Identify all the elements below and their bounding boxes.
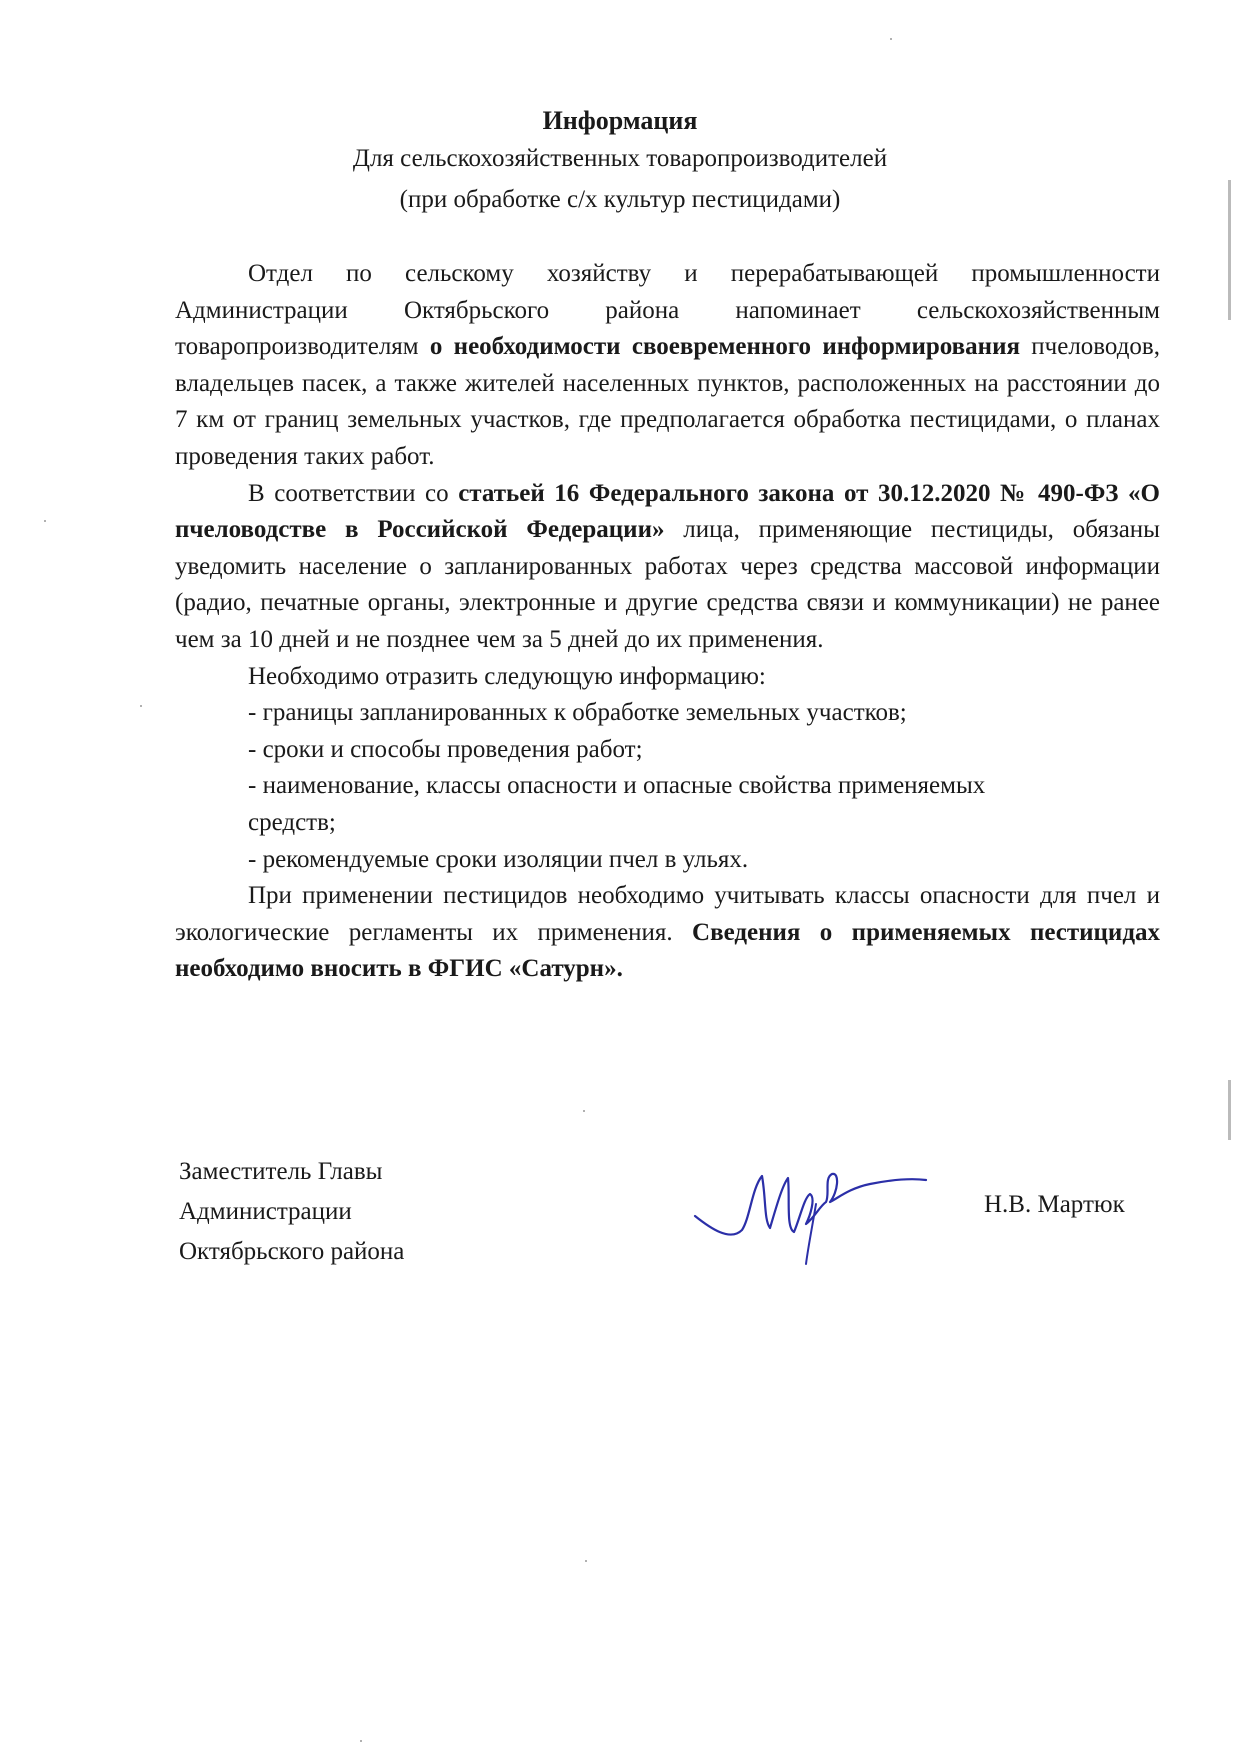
- scan-edge-mark: [1228, 1080, 1231, 1140]
- document-subtitle-line1: Для сельскохозяйственных товаропроизводителей: [352, 145, 888, 172]
- paragraph-law-text-end: лица, применяющие пестициды, обязаны уведомить население о запланированных работах через средства массовой информации (радио, печатные органы, электронные и другие средства связи и коммуникации) не ранее чем за 10 дней и не позднее чем за 5 дней до их применения.: [175, 516, 1160, 653]
- required-info-list: [175, 695, 1160, 878]
- paragraph-notice-text: Отдел по сельскому хозяйству и перерабатывающей промышленности Администрации Октябрьского района напоминает сельскохозяйственным товаропроизводителям: [175, 260, 1160, 361]
- scan-speck: [890, 38, 892, 40]
- scan-edge-mark: [1228, 180, 1231, 320]
- signatory-position-line2: Администрации: [179, 1198, 352, 1225]
- paragraph-saturn: [175, 878, 1160, 988]
- scan-speck: [583, 1110, 585, 1112]
- list-item: - границы запланированных к обработке земельных участков;: [248, 699, 907, 727]
- document-body: [175, 256, 1160, 988]
- paragraph-saturn-bold: Сведения о применяемых пестицидах необходимо вносить в ФГИС «Сатурн».: [175, 918, 1160, 983]
- paragraph-notice-bold: о необходимости своевременного информирования: [429, 333, 1020, 361]
- document-subtitle-line2: (при обработке с/х культур пестицидами): [399, 186, 841, 213]
- paragraph-notice-text-end: пчеловодов, владельцев пасек, а также жителей населенных пунктов, расположенных на расстоянии до 7 км от границ земельных участков, где предполагается обработка пестицидами, о планах проведения таких работ.: [175, 333, 1160, 470]
- signatory-position-line1: Заместитель Главы: [179, 1158, 383, 1185]
- handwritten-signature-icon: [690, 1158, 930, 1268]
- paragraph-law-bold: статьей 16 Федерального закона от 30.12.2020 № 490-ФЗ «О пчеловодстве в Российской Федерации»: [175, 479, 1161, 544]
- signatory-position: [179, 1152, 404, 1272]
- list-intro: Необходимо отразить следующую информацию:: [248, 662, 766, 690]
- list-item-continuation: средств;: [248, 808, 336, 836]
- list-item: - сроки и способы проведения работ;: [248, 735, 643, 763]
- scan-speck: [44, 520, 46, 522]
- paragraph-law-text: В соответствии со: [248, 479, 459, 507]
- paragraph-law: [175, 476, 1160, 659]
- paragraph-notice: [175, 256, 1160, 476]
- signatory-position-line3: Октябрьского района: [179, 1238, 405, 1265]
- list-item-text: - наименование, классы опасности и опасные свойства применяемых: [248, 772, 986, 800]
- scan-speck: [140, 705, 142, 707]
- signatory-name: Н.В. Мартюк: [984, 1191, 1125, 1218]
- scan-speck: [585, 1560, 587, 1562]
- paragraph-saturn-text: При применении пестицидов необходимо учитывать классы опасности для пчел и экологические регламенты их применения.: [175, 882, 1160, 946]
- list-item: [248, 768, 1160, 841]
- list-item: - рекомендуемые сроки изоляции пчел в ульях.: [248, 845, 749, 873]
- document-title: Информация: [542, 106, 698, 135]
- scan-speck: [360, 1740, 362, 1742]
